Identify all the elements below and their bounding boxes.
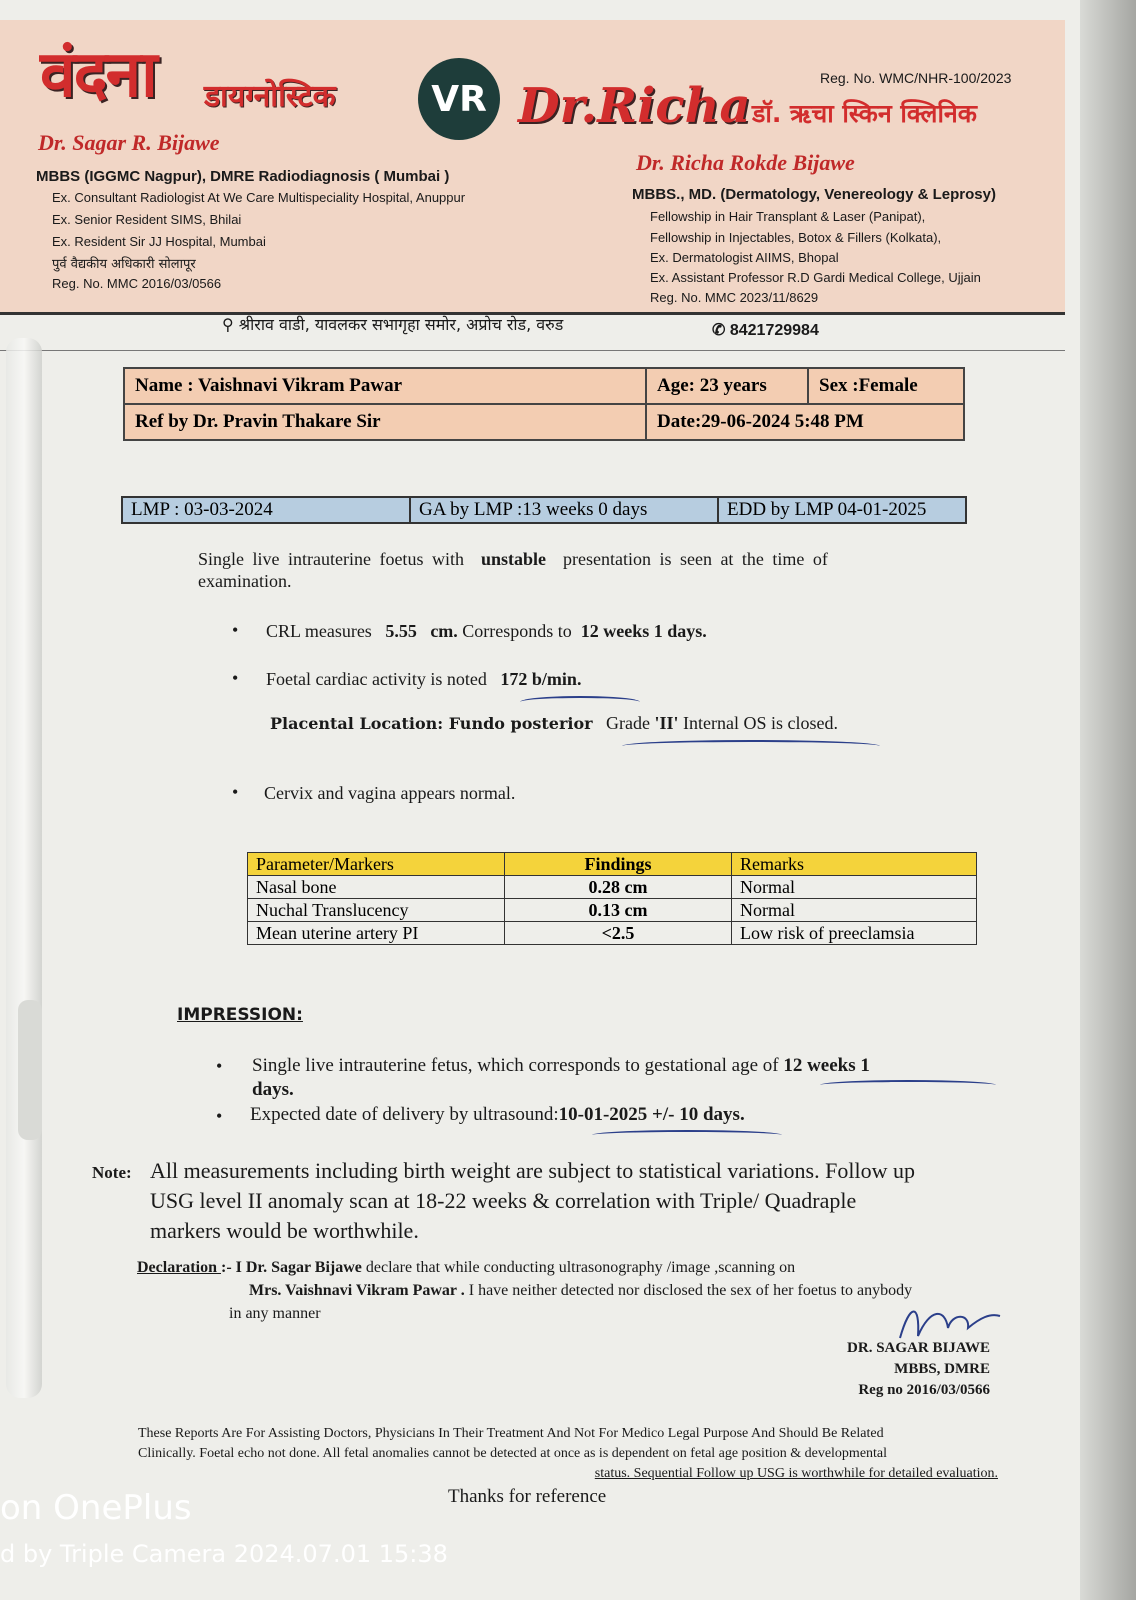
cervix-finding: Cervix and vagina appears normal.: [264, 783, 516, 803]
impression-days: days.: [252, 1079, 294, 1100]
signature-block: [760, 1338, 990, 1401]
right-doctor-line: Ex. Assistant Professor R.D Gardi Medical College, Ujjain: [650, 270, 981, 285]
edd-usg-value: 10-01-2025 +/- 10 days.: [558, 1104, 745, 1125]
placenta-finding: [270, 712, 838, 735]
declaration-text: :- I: [220, 1259, 246, 1276]
bullet-icon: •: [216, 1106, 223, 1126]
param-finding: <2.5: [505, 922, 732, 945]
right-doctor-reg: Reg. No. MMC 2023/11/8629: [650, 290, 819, 305]
col-header-parameter: Parameter/Markers: [248, 853, 505, 876]
skin-clinic-logo-text: डॉ. ऋचा स्किन क्लिनिक: [752, 99, 978, 128]
declaration-patient: Mrs. Vaishnavi Vikram Pawar .: [249, 1282, 465, 1299]
impression-title: IMPRESSION:: [177, 1005, 303, 1025]
plastic-folder-edge: [6, 338, 42, 1398]
placenta-grade: 'II': [654, 713, 679, 733]
clinic-address: ⚲ श्रीराव वाडी, यावलकर सभागृहा समोर, अप्रोच रोड, वरुड: [222, 315, 564, 334]
table-row: [248, 922, 977, 945]
edd-usg-label: Expected date of delivery by ultrasound:: [250, 1104, 559, 1125]
param-name: Nuchal Translucency: [248, 899, 505, 922]
presentation-value: unstable: [480, 549, 546, 569]
vr-emblem-logo: VR: [418, 58, 500, 140]
col-header-findings: Findings: [505, 853, 732, 876]
param-remark: Low risk of preeclamsia: [732, 922, 977, 945]
lmp-bar: [121, 496, 967, 524]
param-finding: 0.28 cm: [505, 876, 732, 899]
placenta-label: Placental Location: [270, 714, 438, 733]
pen-underline: [622, 740, 880, 752]
crl-weeks: 12 weeks 1 days.: [580, 621, 707, 641]
right-doctor-degree: MBBS., MD. (Dermatology, Venereology & Leprosy): [632, 186, 996, 203]
right-doctor-line: Ex. Dermatologist AIIMS, Bhopal: [650, 250, 839, 265]
crl-finding: [266, 620, 707, 642]
diagnostic-logo-text: डायग्नोस्टिक: [204, 79, 336, 114]
note-label: Note:: [92, 1163, 132, 1182]
impression-text: Single live intrauterine fetus, which corresponds to gestational age of: [252, 1055, 779, 1076]
bullet-icon: •: [216, 1056, 223, 1076]
vandana-logo: वंदना: [40, 38, 156, 112]
disclaimer-line: Clinically. Foetal echo not done. All fetal anomalies cannot be detected at once as is dependent on fetal age position & developmental: [138, 1446, 888, 1461]
impression-ga: 12 weeks 1: [783, 1055, 870, 1076]
param-name: Mean uterine artery PI: [248, 922, 505, 945]
right-doctor-line: Fellowship in Injectables, Botox & Fillers (Kolkata),: [650, 230, 942, 245]
intro-text: examination.: [198, 571, 292, 591]
signature-degree: MBBS, DMRE: [894, 1361, 990, 1377]
intro-text: presentation is seen at the time of: [562, 549, 828, 569]
ga-by-lmp: GA by LMP :13 weeks 0 days: [410, 497, 718, 523]
note-line: USG level II anomaly scan at 18-22 weeks & correlation with Triple/ Quadraple: [150, 1188, 857, 1213]
right-doctor-line: Fellowship in Hair Transplant & Laser (Panipat),: [650, 209, 926, 224]
patient-name: Name : Vaishnavi Vikram Pawar: [124, 368, 646, 404]
lmp-date: LMP : 03-03-2024: [122, 497, 410, 523]
left-doctor-degree: MBBS (IGGMC Nagpur), DMRE Radiodiagnosis ( Mumbai ): [36, 168, 450, 185]
declaration-text: in any manner: [229, 1305, 321, 1322]
left-doctor-line: पुर्व वैद्यकीय अधिकारी सोलापूर: [52, 257, 196, 272]
patient-info-table: [123, 367, 965, 441]
markers-table: [247, 852, 977, 945]
left-doctor-reg: Reg. No. MMC 2016/03/0566: [52, 276, 222, 291]
crl-unit: cm.: [430, 621, 458, 641]
disclaimer: [138, 1424, 998, 1484]
pen-underline: [520, 696, 640, 708]
left-doctor-line: Ex. Consultant Radiologist At We Care Multispeciality Hospital, Anuppur: [52, 190, 466, 205]
patient-sex: Sex :Female: [808, 368, 964, 404]
impression-item-1: [252, 1054, 982, 1102]
declaration-doctor: Dr. Sagar Bijawe: [245, 1259, 362, 1276]
declaration-text: declare that while conducting ultrasonography /image ,scanning on: [361, 1259, 796, 1276]
left-doctor-line: Ex. Resident Sir JJ Hospital, Mumbai: [52, 234, 266, 249]
crl-label: CRL measures: [266, 621, 372, 641]
crl-value: 5.55: [385, 621, 417, 641]
disclaimer-line: status. Sequential Follow up USG is worthwhile for detailed evaluation.: [594, 1466, 998, 1481]
right-doctor-name: Dr. Richa Rokde Bijawe: [636, 150, 855, 175]
note-line: All measurements including birth weight are subject to statistical variations. Follow up: [150, 1158, 915, 1183]
patient-age: Age: 23 years: [646, 368, 808, 404]
left-doctor-name: Dr. Sagar R. Bijawe: [38, 130, 220, 155]
fca-finding: [266, 668, 581, 690]
table-row: [248, 899, 977, 922]
disclaimer-line: These Reports Are For Assisting Doctors, Physicians In Their Treatment And Not For Medico Legal Purpose And Should Be Related: [138, 1426, 884, 1441]
param-remark: Normal: [732, 876, 977, 899]
note-text: [150, 1156, 915, 1246]
findings-intro: [198, 548, 958, 592]
table-row: [248, 876, 977, 899]
placenta-location: : Fundo posterior: [437, 714, 593, 733]
internal-os: Internal OS is closed.: [678, 713, 839, 733]
signature-name: DR. SAGAR BIJAWE: [847, 1340, 990, 1356]
bullet-icon: •: [232, 782, 239, 802]
referring-doctor: Ref by Dr. Pravin Thakare Sir: [124, 404, 646, 440]
bullet-icon: •: [232, 620, 239, 640]
address-rule: [0, 350, 1065, 351]
declaration: [137, 1256, 997, 1325]
paper-edge: [1080, 0, 1136, 1600]
param-name: Nasal bone: [248, 876, 505, 899]
thanks-text: Thanks for reference: [448, 1486, 607, 1507]
bullet-icon: •: [232, 668, 239, 688]
pen-underline: [820, 1080, 996, 1090]
fca-value: 172 b/min.: [500, 669, 582, 689]
col-header-remarks: Remarks: [732, 853, 977, 876]
fca-label: Foetal cardiac activity is noted: [266, 669, 487, 689]
clinic-reg-no: Reg. No. WMC/NHR-100/2023: [820, 70, 1012, 86]
impression-item-2: [250, 1104, 745, 1126]
placenta-grade-label: Grade: [606, 713, 655, 733]
folder-clip: [18, 1000, 42, 1140]
declaration-label: Declaration: [137, 1259, 221, 1276]
crl-corresponds: Corresponds to: [462, 621, 572, 641]
signature-reg: Reg no 2016/03/0566: [858, 1382, 990, 1398]
camera-watermark-timestamp: d by Triple Camera 2024.07.01 15:38: [0, 1540, 448, 1568]
dr-richa-logo: Dr.Richa: [518, 78, 751, 134]
param-finding: 0.13 cm: [505, 899, 732, 922]
intro-text: Single live intrauterine foetus with: [198, 549, 464, 569]
pen-underline: [592, 1130, 782, 1140]
edd-by-lmp: EDD by LMP 04-01-2025: [718, 497, 966, 523]
left-doctor-line: Ex. Senior Resident SIMS, Bhilai: [52, 212, 242, 227]
clinic-phone: ✆ 8421729984: [712, 322, 819, 339]
declaration-text: I have neither detected nor disclosed the sex of her foetus to anybody: [464, 1282, 913, 1299]
report-date: Date:29-06-2024 5:48 PM: [646, 404, 964, 440]
param-remark: Normal: [732, 899, 977, 922]
camera-watermark-brand: on OnePlus: [0, 1488, 192, 1528]
note-line: markers would be worthwhile.: [150, 1218, 419, 1243]
